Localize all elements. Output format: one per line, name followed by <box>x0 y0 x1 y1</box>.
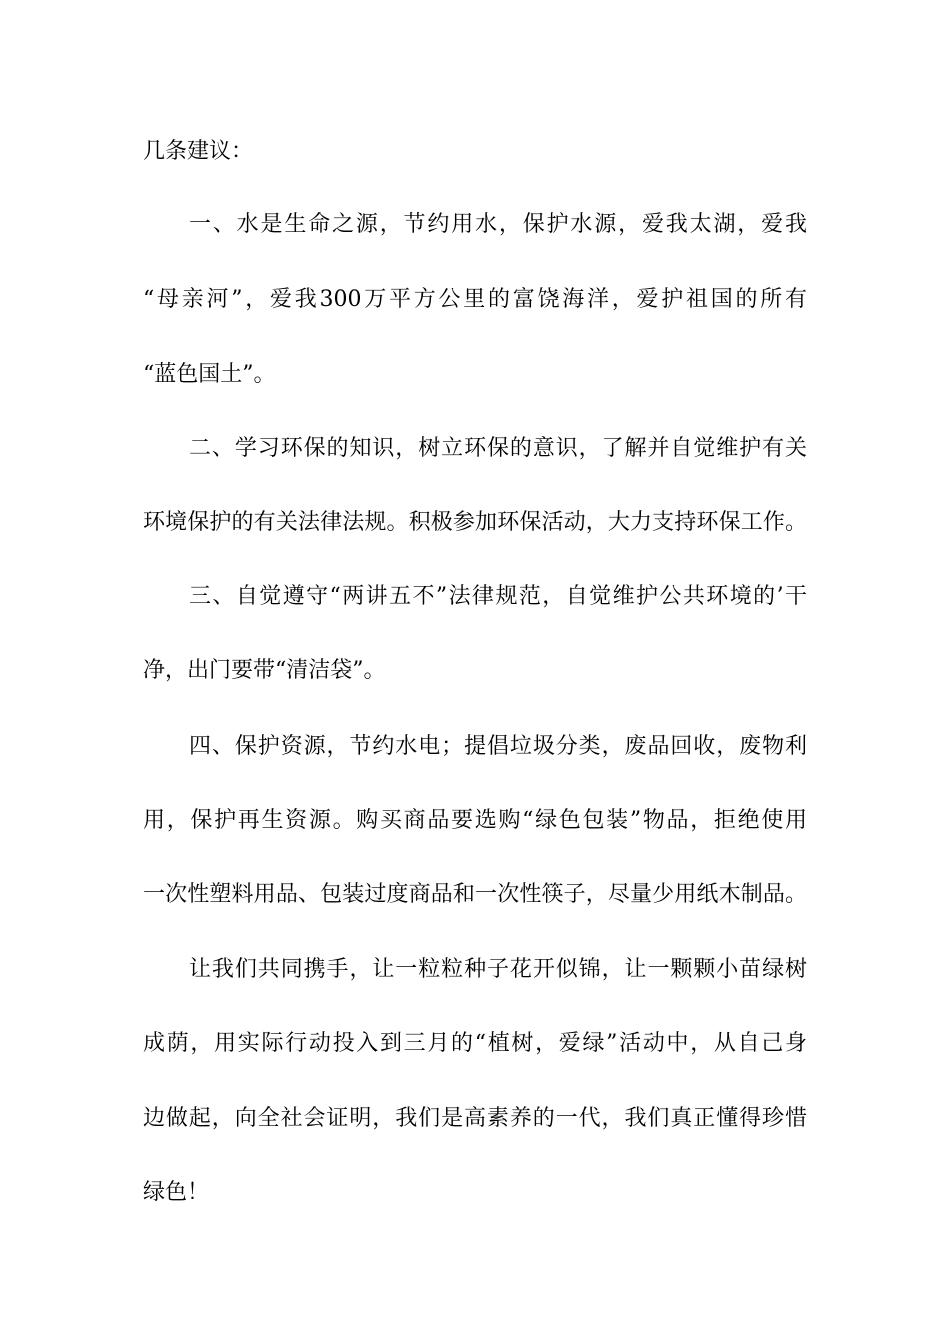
text-line-p1-2: “母亲河”，爱我300万平方公里的富饶海洋，爱护祖国的所有 <box>143 287 807 312</box>
text-line-p5-3: 边做起，向全社会证明，我们是高素养的一代，我们真正懂得珍惜 <box>143 1106 807 1131</box>
text-line-p4-2: 用，保护再生资源。购买商品要选购“绿色包装”物品，拒绝使用 <box>143 808 807 833</box>
text-line-p4-3: 一次性塑料用品、包装过度商品和一次性筷子，尽量少用纸木制品。 <box>143 882 807 907</box>
text-line-heading: 几条建议： <box>143 139 254 164</box>
text-line-p5-4: 绿色！ <box>143 1180 210 1205</box>
text-line-p5-1: 让我们共同携手，让一粒粒种子花开似锦，让一颗颗小苗绿树 <box>189 957 807 982</box>
text-line-p2-2: 环境保护的有关法律法规。积极参加环保活动，大力支持环保工作。 <box>143 510 807 535</box>
text-line-p5-2: 成荫，用实际行动投入到三月的“植树，爱绿”活动中，从自己身 <box>143 1031 807 1056</box>
text-line-p2-1: 二、学习环保的知识，树立环保的意识，了解并自觉维护有关 <box>189 436 807 461</box>
text-line-p1-3: “蓝色国土”。 <box>143 362 276 387</box>
text-line-p3-2: 净，出门要带“清洁袋”。 <box>143 658 386 683</box>
text-line-p4-1: 四、保护资源，节约水电；提倡垃圾分类，废品回收，废物利 <box>189 734 807 759</box>
text-line-p1-1: 一、水是生命之源，节约用水，保护水源，爱我太湖，爱我 <box>189 212 807 237</box>
text-line-p3-1: 三、自觉遵守“两讲五不”法律规范，自觉维护公共环境的’干 <box>189 584 807 609</box>
